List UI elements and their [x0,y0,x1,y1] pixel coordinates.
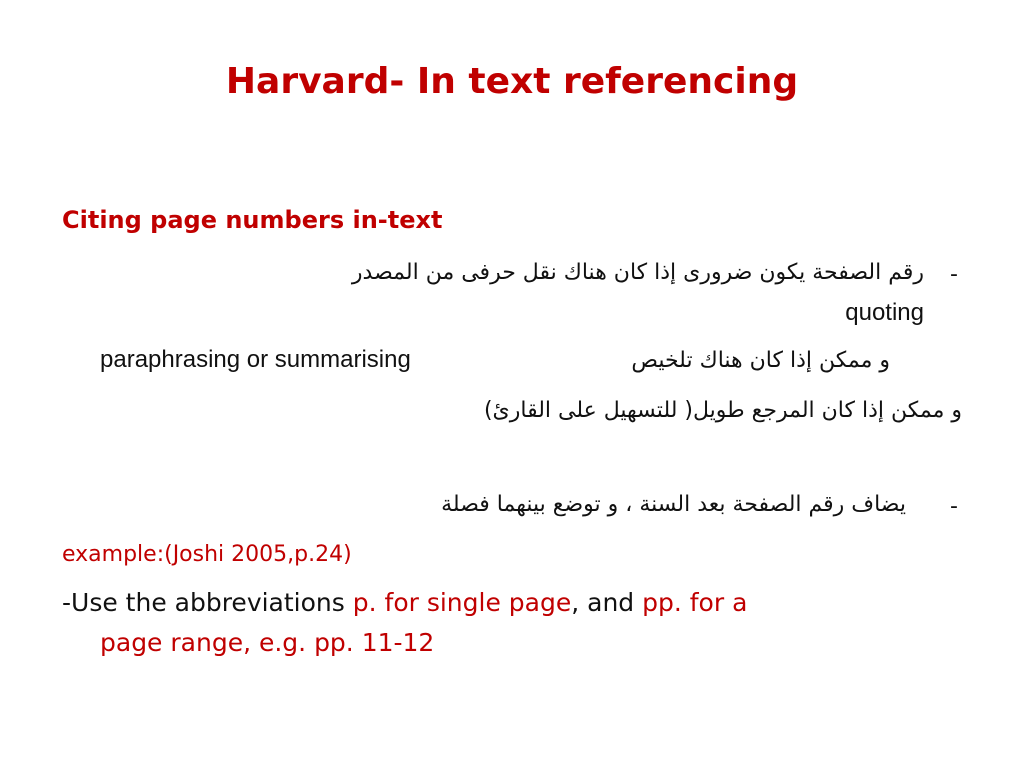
abbreviations-text-1: -Use the abbreviations [62,588,353,617]
example-citation: example:(Joshi 2005,p.24) [62,542,352,567]
bullet-4-arabic: يضاف رقم الصفحة بعد السنة ، و توضع بينهما فصلة [441,492,906,517]
abbreviations-line-2: page range, e.g. pp. 11-12 [100,628,435,657]
slide-title: Harvard- In text referencing [225,61,799,102]
bullet-3-arabic: و ممكن إذا كان المرجع طويل( للتسهيل على القارئ) [483,398,962,423]
bullet-2-arabic: و ممكن إذا كان هناك تلخيص [631,348,890,373]
abbreviations-page-range: pp. for a [642,588,748,617]
abbreviations-text-2: , and [571,588,643,617]
bullet-1-arabic: رقم الصفحة يكون ضرورى إذا كان هناك نقل حرفى من المصدر [351,260,924,285]
abbreviations-line-1 [62,584,747,622]
bullet-dash-4: - [950,494,958,519]
bullet-1-english: quoting [845,299,924,326]
abbreviations-single-page: p. for single page [352,588,572,617]
section-heading: Citing page numbers in-text [62,206,443,234]
bullet-dash-1: - [950,262,958,287]
bullet-2-english: paraphrasing or summarising [100,346,411,373]
